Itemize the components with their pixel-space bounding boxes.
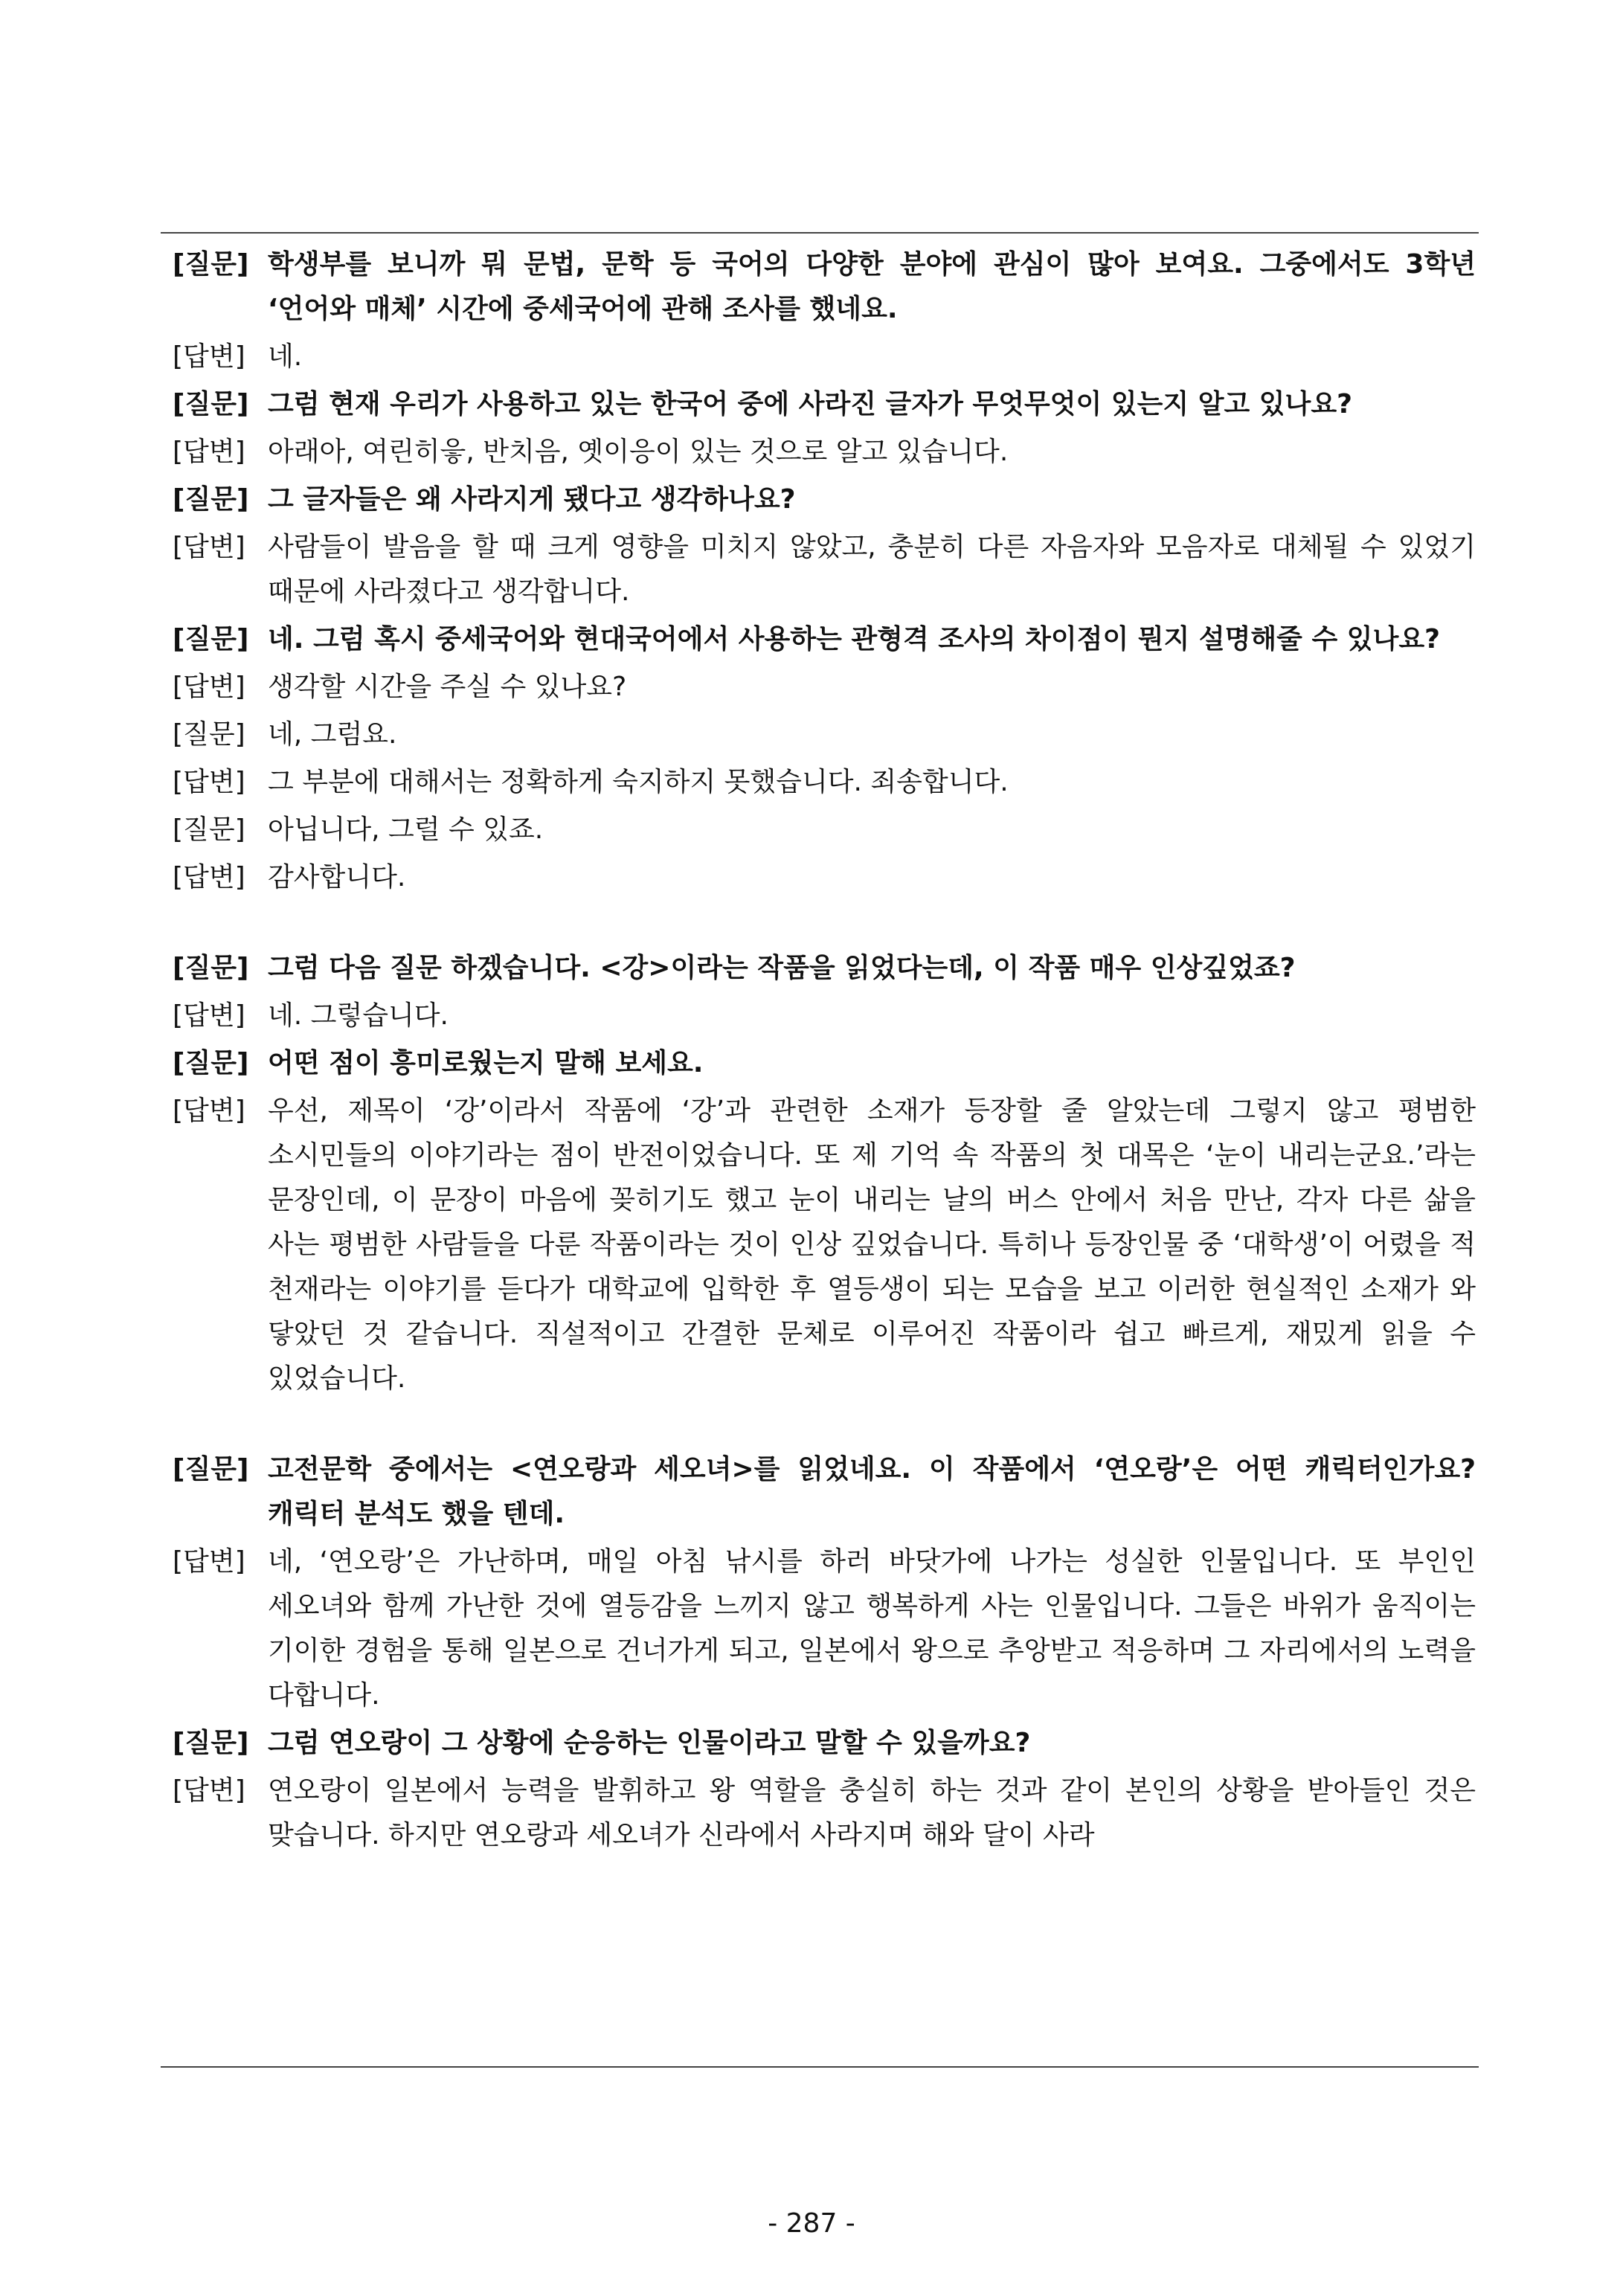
question-entry: [173, 477, 1476, 522]
question-entry: [173, 617, 1476, 662]
question-entry: [173, 946, 1476, 991]
page-body: [161, 232, 1479, 2068]
answer-entry: [173, 1089, 1476, 1401]
answer-tag: [답변]: [173, 1775, 245, 1806]
question-entry: [173, 1721, 1476, 1766]
answer-entry: [173, 855, 1476, 900]
answer-text: 연오랑이 일본에서 능력을 발휘하고 왕 역할을 충실히 하는 것과 같이 본인의 상황을 받아들인 것은 맞습니다. 하지만 연오랑과 세오녀가 신라에서 사라지며 해와 달이 사라: [268, 1775, 1476, 1850]
question-text: 네, 그럼요.: [268, 719, 397, 750]
answer-tag: [답변]: [173, 341, 245, 372]
question-entry: [173, 382, 1476, 427]
question-tag: [질문]: [173, 1048, 249, 1078]
answer-entry: [173, 1540, 1476, 1718]
answer-text: 네, ‘연오랑’은 가난하며, 매일 아침 낚시를 하러 바닷가에 나가는 성실한 인물입니다. 또 부인인 세오녀와 함께 가난한 것에 열등감을 느끼지 않고 행복하게 사는 인물입니다. 그들은 바위가 움직이는 기이한 경험을 통해 일본으로 건너가게 되고, 일본에서 왕으로 추앙받고 적응하며 그 자리에서의 노력을 다합니다.: [268, 1546, 1476, 1711]
question-text: 네. 그럼 혹시 중세국어와 현대국어에서 사용하는 관형격 조사의 차이점이 뭔지 설명해줄 수 있나요?: [268, 624, 1440, 655]
answer-entry: [173, 525, 1476, 614]
question-tag: [질문]: [173, 1728, 249, 1758]
answer-tag: [답변]: [173, 1000, 245, 1031]
question-entry-plain: [173, 713, 1476, 757]
answer-entry: [173, 335, 1476, 379]
question-text: 그 글자들은 왜 사라지게 됐다고 생각하나요?: [268, 484, 796, 515]
answer-tag: [답변]: [173, 532, 245, 562]
answer-text: 그 부분에 대해서는 정확하게 숙지하지 못했습니다. 죄송합니다.: [268, 767, 1009, 797]
question-entry: [173, 1041, 1476, 1086]
answer-entry: [173, 665, 1476, 710]
question-tag: [질문]: [173, 484, 249, 515]
question-tag: [질문]: [173, 624, 249, 655]
question-tag: [질문]: [173, 814, 245, 845]
answer-entry: [173, 760, 1476, 805]
answer-text: 사람들이 발음을 할 때 크게 영향을 미치지 않았고, 충분히 다른 자음자와 모음자로 대체될 수 있었기 때문에 사라졌다고 생각합니다.: [268, 532, 1476, 607]
page-number: - 287 -: [768, 2208, 855, 2239]
question-tag: [질문]: [173, 1454, 249, 1485]
answer-entry: [173, 994, 1476, 1038]
question-text: 그럼 현재 우리가 사용하고 있는 한국어 중에 사라진 글자가 무엇무엇이 있는지 알고 있나요?: [268, 389, 1352, 419]
section-spacer: [173, 1404, 1476, 1447]
question-text: 학생부를 보니까 뭐 문법, 문학 등 국어의 다양한 분야에 관심이 많아 보여요. 그중에서도 3학년 ‘언어와 매체’ 시간에 중세국어에 관해 조사를 했네요.: [268, 249, 1476, 324]
answer-text: 아래아, 여린히읗, 반치음, 옛이응이 있는 것으로 알고 있습니다.: [268, 437, 1009, 467]
interview-transcript: [173, 242, 1476, 1861]
question-tag: [질문]: [173, 953, 249, 983]
question-text: 고전문학 중에서는 <연오랑과 세오녀>를 읽었네요. 이 작품에서 ‘연오랑’은 어떤 캐릭터인가요? 캐릭터 분석도 했을 텐데.: [268, 1454, 1476, 1529]
question-text: 어떤 점이 흥미로웠는지 말해 보세요.: [268, 1048, 704, 1078]
answer-text: 우선, 제목이 ‘강’이라서 작품에 ‘강’과 관련한 소재가 등장할 줄 알았는데 그렇지 않고 평범한 소시민들의 이야기라는 점이 반전이었습니다. 또 제 기억 속 작품의 첫 대목은 ‘눈이 내리는군요.’라는 문장인데, 이 문장이 마음에 꽂히기도 했고 눈이 내리는 날의 버스 안에서 처음 만난, 각자 다른 삶을 사는 평범한 사람들을 다룬 작품이라는 것이 인상 깊었습니다. 특히나 등장인물 중 ‘대학생’이 어렸을 적 천재라는 이야기를 듣다가 대학교에 입학한 후 열등생이 되는 모습을 보고 이러한 현실적인 소재가 와 닿았던 것 같습니다. 직설적이고 간결한 문체로 이루어진 작품이라 쉽고 빠르게, 재밌게 읽을 수 있었습니다.: [268, 1096, 1476, 1394]
answer-tag: [답변]: [173, 767, 245, 797]
question-tag: [질문]: [173, 719, 245, 750]
question-text: 그럼 연오랑이 그 상황에 순응하는 인물이라고 말할 수 있을까요?: [268, 1728, 1031, 1758]
answer-entry: [173, 1769, 1476, 1858]
answer-text: 네.: [268, 341, 303, 372]
answer-tag: [답변]: [173, 862, 245, 893]
question-entry: [173, 1447, 1476, 1537]
question-tag: [질문]: [173, 389, 249, 419]
answer-tag: [답변]: [173, 672, 245, 702]
question-text: 아닙니다, 그럴 수 있죠.: [268, 814, 544, 845]
question-text: 그럼 다음 질문 하겠습니다. <강>이라는 작품을 읽었다는데, 이 작품 매우 인상깊었죠?: [268, 953, 1296, 983]
answer-tag: [답변]: [173, 1096, 245, 1126]
answer-tag: [답변]: [173, 437, 245, 467]
answer-text: 생각할 시간을 주실 수 있나요?: [268, 672, 627, 702]
answer-tag: [답변]: [173, 1546, 245, 1577]
answer-entry: [173, 430, 1476, 475]
question-entry: [173, 242, 1476, 332]
answer-text: 감사합니다.: [268, 862, 406, 893]
question-entry-plain: [173, 808, 1476, 852]
section-spacer: [173, 903, 1476, 946]
question-tag: [질문]: [173, 249, 249, 280]
answer-text: 네. 그렇습니다.: [268, 1000, 449, 1031]
